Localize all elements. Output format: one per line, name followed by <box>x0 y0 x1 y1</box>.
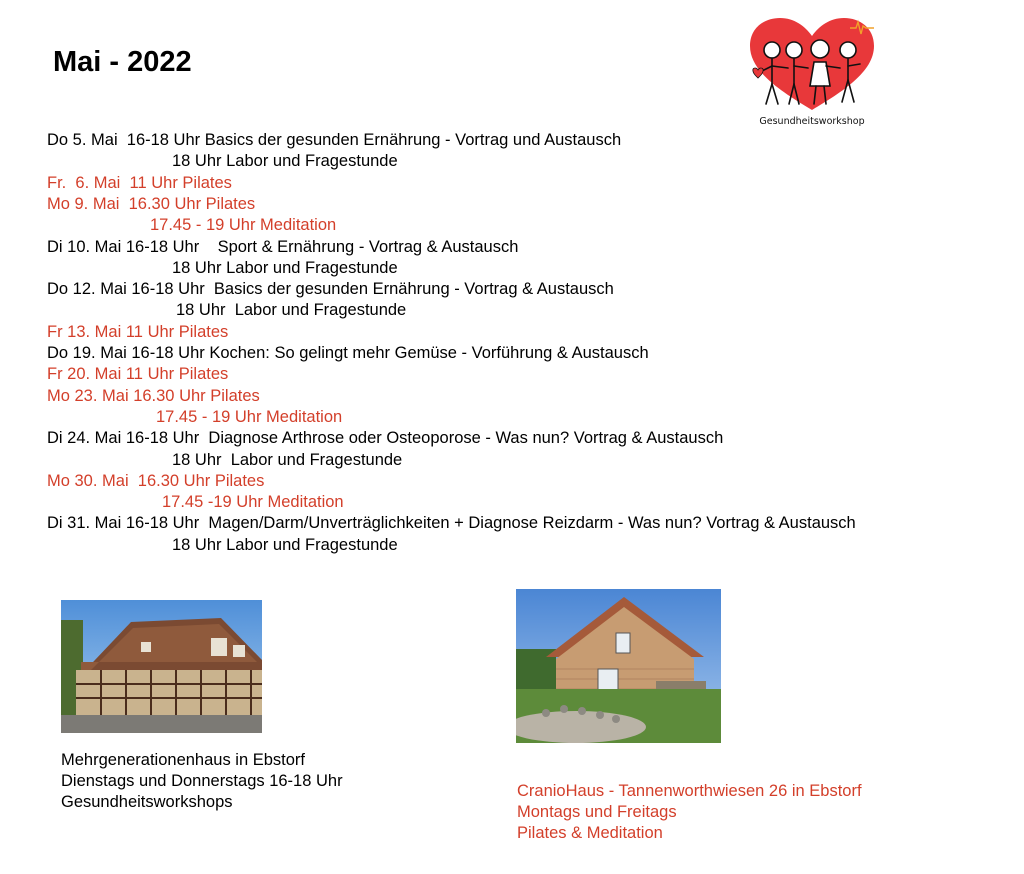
schedule-line: 17.45 - 19 Uhr Meditation <box>150 216 337 235</box>
heart-logo-icon <box>742 14 882 130</box>
schedule-line: Fr. 6. Mai 11 Uhr Pilates <box>47 173 232 192</box>
schedule-line: Mo 9. Mai 16.30 Uhr Pilates <box>47 194 256 213</box>
venue-caption-line: Gesundheitsworkshops <box>61 793 233 811</box>
schedule-line: Fr 13. Mai 11 Uhr Pilates <box>47 322 229 341</box>
page-title: Mai - 2022 <box>53 46 192 78</box>
gesundheitsworkshop-logo <box>742 14 882 130</box>
mehrgenerationenhaus-photo <box>61 600 262 733</box>
schedule-line: Do 12. Mai 16-18 Uhr Basics der gesunden Ernährung - Vortrag & Austausch <box>47 280 614 299</box>
venue-caption-line: Mehrgenerationenhaus in Ebstorf <box>61 751 305 769</box>
schedule-line: 18 Uhr Labor und Fragestunde <box>172 450 403 469</box>
schedule-line: Do 5. Mai 16-18 Uhr Basics der gesunden Ernährung - Vortrag und Austausch <box>47 131 622 149</box>
venue-caption-line: CranioHaus - Tannenworthwiesen 26 in Ebstorf <box>517 782 862 800</box>
venue-caption-line: Pilates & Meditation <box>517 824 663 842</box>
venue-caption-line: Dienstags und Donnerstags 16-18 Uhr <box>61 772 343 790</box>
schedule-line: 18 Uhr Labor und Fragestunde <box>176 301 407 320</box>
logo-text: Gesundheitsworkshop <box>759 116 865 127</box>
schedule-line: Mo 30. Mai 16.30 Uhr Pilates <box>47 471 265 490</box>
schedule-line: Di 24. Mai 16-18 Uhr Diagnose Arthrose oder Osteoporose - Was nun? Vortrag & Austausch <box>47 429 724 448</box>
schedule-line: 18 Uhr Labor und Fragestunde <box>172 535 398 554</box>
schedule-line: Di 31. Mai 16-18 Uhr Magen/Darm/Unverträglichkeiten + Diagnose Reizdarm - Was nun? Vortrag & Austausch <box>47 514 856 533</box>
venue-caption-line: Montags und Freitags <box>517 803 677 821</box>
schedule-line: 18 Uhr Labor und Fragestunde <box>172 258 398 277</box>
schedule-line: 18 Uhr Labor und Fragestunde <box>172 152 398 171</box>
craniohaus-photo <box>516 589 721 743</box>
schedule-line: 17.45 - 19 Uhr Meditation <box>156 407 343 426</box>
schedule-line: 17.45 -19 Uhr Meditation <box>162 493 344 512</box>
schedule-line: Do 19. Mai 16-18 Uhr Kochen: So gelingt mehr Gemüse - Vorführung & Austausch <box>47 344 649 362</box>
schedule-line: Fr 20. Mai 11 Uhr Pilates <box>47 365 229 384</box>
schedule-line: Mo 23. Mai 16.30 Uhr Pilates <box>47 386 260 405</box>
schedule-line: Di 10. Mai 16-18 Uhr Sport & Ernährung - Vortrag & Austausch <box>47 237 519 256</box>
